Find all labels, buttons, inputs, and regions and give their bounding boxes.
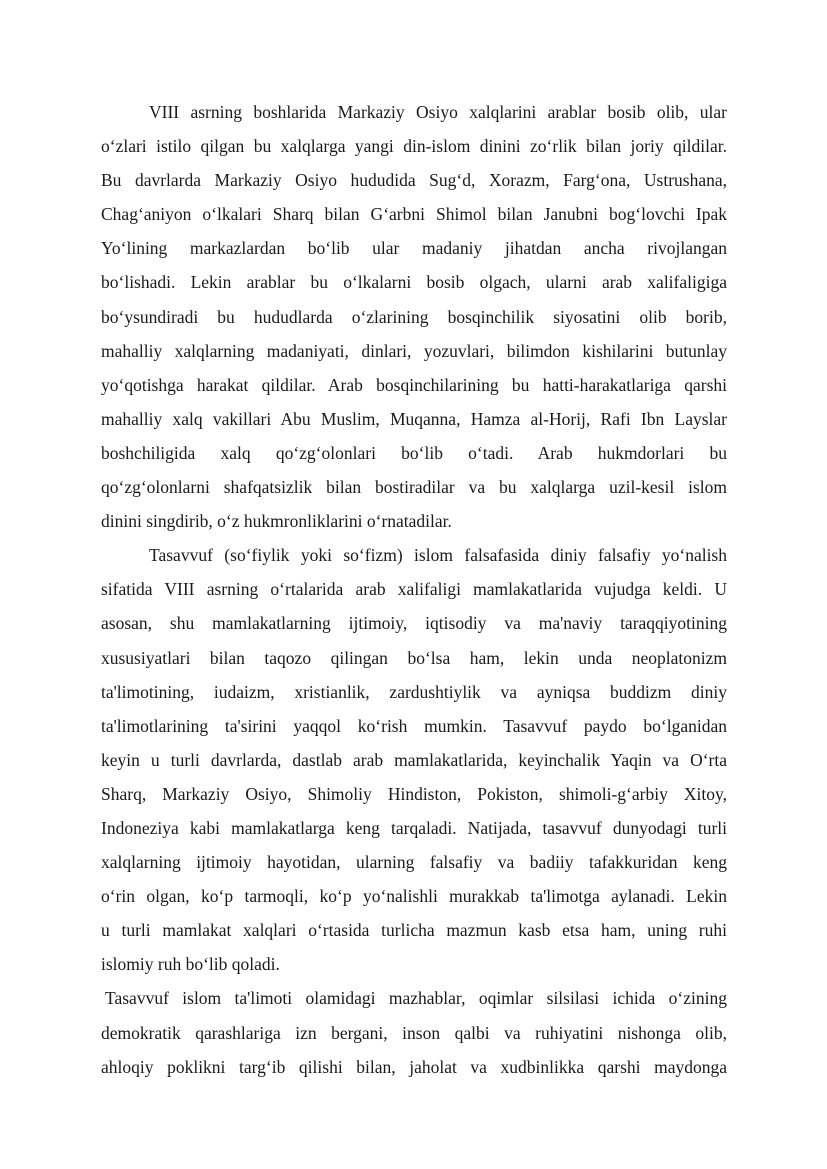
text-line: Bu davrlarda Markaziy Osiyo hududida Sug‘d, Xorazm, Farg‘ona, Ustrushana, [101,170,727,191]
paragraph [101,95,727,538]
text-line: yo‘qotishga harakat qildilar. Arab bosqinchilarining bu hatti-harakatlariga qarshi [101,374,727,395]
text-line: bo‘ysundiradi bu hududlarda o‘zlarining bosqinchilik siyosatini olib borib, [101,306,727,327]
text-line: mahalliy xalqlarning madaniyati, dinlari, yozuvlari, bilimdon kishilarini butunlay [101,340,727,361]
text-line: asosan, shu mamlakatlarning ijtimoiy, iqtisodiy va ma'naviy taraqqiyotining [101,613,727,634]
text-line: xalqlarning ijtimoiy hayotidan, ularning falsafiy va badiiy tafakkuridan keng [101,852,727,873]
text-line: Yo‘lining markazlardan bo‘lib ular madaniy jihatdan ancha rivojlangan [101,238,727,259]
text-line: keyin u turli davrlarda, dastlab arab mamlakatlarida, keyinchalik Yaqin va O‘rta [101,749,727,770]
text-line: Tasavvuf islom ta'limoti olamidagi mazhablar, oqimlar silsilasi ichida o‘zining [105,988,727,1009]
text-line: mahalliy xalq vakillari Abu Muslim, Muqanna, Hamza al-Horij, Rafi Ibn Layslar [101,408,727,429]
text-line: o‘rin olgan, ko‘p tarmoqli, ko‘p yo‘nalishli murakkab ta'limotga aylanadi. Lekin [101,886,727,907]
paragraph [101,538,727,981]
text-line: bo‘lishadi. Lekin arablar bu o‘lkalarni bosib olgach, ularni arab xalifaligiga [101,272,727,293]
text-line: Tasavvuf (so‘fiylik yoki so‘fizm) islom falsafasida diniy falsafiy yo‘nalish [149,545,727,566]
text-line: ahloqiy poklikni targ‘ib qilishi bilan, jaholat va xudbinlikka qarshi maydonga [101,1056,727,1077]
text-line: ta'limotining, iudaizm, xristianlik, zardushtiylik va ayniqsa buddizm diniy [101,681,727,702]
text-line: VIII asrning boshlarida Markaziy Osiyo xalqlarini arablar bosib olib, ular [149,102,727,122]
text-line: dinini singdirib, o‘z hukmronliklarini o‘rnatadilar. [101,511,452,532]
document-page [101,95,727,1084]
text-line: demokratik qarashlariga izn bergani, inson qalbi va ruhiyatini nishonga olib, [101,1022,727,1043]
text-line: ta'limotlarining ta'sirini yaqqol ko‘rish mumkin. Tasavvuf paydo bo‘lganidan [101,715,727,736]
text-line: u turli mamlakat xalqlari o‘rtasida turlicha mazmun kasb etsa ham, uning ruhi [101,920,727,941]
text-line: qo‘zg‘olonlarni shafqatsizlik bilan bostiradilar va bu xalqlarga uzil-kesil islom [101,477,727,498]
text-line: Sharq, Markaziy Osiyo, Shimoliy Hindiston, Pokiston, shimoli-g‘arbiy Xitoy, [101,783,727,804]
paragraph [101,981,727,1083]
text-line: Indoneziya kabi mamlakatlarga keng tarqaladi. Natijada, tasavvuf dunyodagi turli [101,817,727,838]
text-line: xususiyatlari bilan taqozo qilingan bo‘lsa ham, lekin unda neoplatonizm [101,647,727,668]
text-line: o‘zlari istilo qilgan bu xalqlarga yangi din-islom dinini zo‘rlik bilan joriy qildilar. [101,136,727,157]
text-line: boshchiligida xalq qo‘zg‘olonlari bo‘lib o‘tadi. Arab hukmdorlari bu [101,442,727,463]
text-line: islomiy ruh bo‘lib qoladi. [101,954,280,975]
text-line: Chag‘aniyon o‘lkalari Sharq bilan G‘arbni Shimol bilan Janubni bog‘lovchi Ipak [101,204,727,225]
text-line: sifatida VIII asrning o‘rtalarida arab xalifaligi mamlakatlarida vujudga keldi. U [101,579,727,600]
